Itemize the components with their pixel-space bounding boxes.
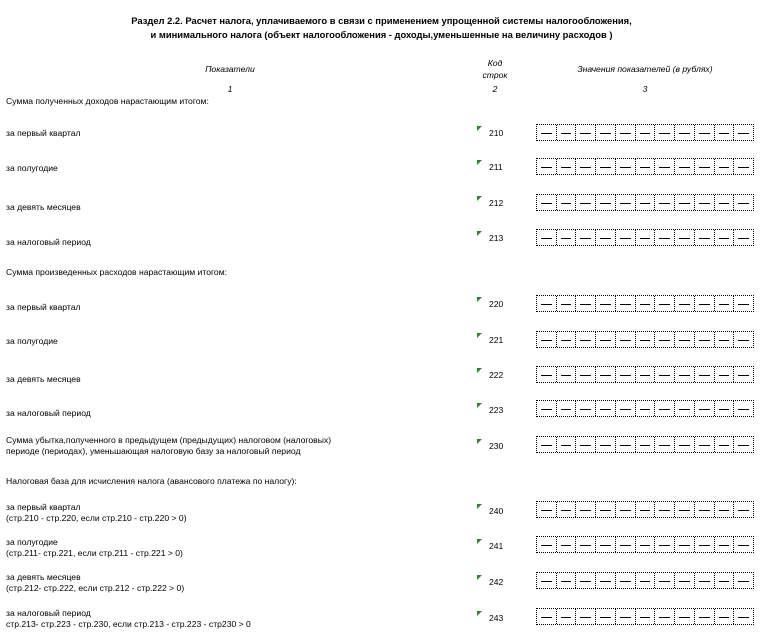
digit-cell [655,296,675,311]
digit-cell [655,502,675,517]
digit-cell [715,502,735,517]
corner-marker-icon [477,439,482,444]
digit-cell [655,332,675,347]
digit-cell [715,125,735,140]
row-sublabel-243: стр.213- стр.223 - стр.230, если стр.213 - стр.223 - стр230 > 0 [6,619,251,629]
digit-cell [537,125,557,140]
digit-cell [715,332,735,347]
digit-cell [616,502,636,517]
digit-cell [596,332,616,347]
digit-cell [557,230,577,245]
row-label-223: за налоговый период [6,408,91,418]
digit-cell [715,296,735,311]
corner-marker-icon [477,160,482,165]
digit-cell [715,230,735,245]
digit-cell [675,159,695,174]
digit-cell [695,332,715,347]
digit-cell [695,437,715,452]
row-sublabel-241: (стр.211- стр.221, если стр.211 - стр.221 > 0) [6,548,183,558]
digit-cell [557,502,577,517]
digit-cell [537,537,557,552]
digit-cell [655,367,675,382]
digit-cell [695,537,715,552]
digit-cell [675,609,695,624]
digit-cell [734,367,753,382]
digit-cell [636,573,656,588]
section-title-line2: и минимального налога (объект налогообложения - доходы,уменьшенные на величину расходов ) [150,29,613,40]
digit-cell [576,332,596,347]
digit-cell [675,437,695,452]
digit-cell [576,609,596,624]
digit-cell [576,125,596,140]
digit-cell [675,502,695,517]
corner-marker-icon [477,368,482,373]
digit-cell [596,195,616,210]
digit-cell [576,502,596,517]
row-code-212: 212 [489,198,504,208]
corner-marker-icon [477,231,482,236]
header-num-3: 3 [642,84,648,94]
digit-cell [675,296,695,311]
value-field-230[interactable] [536,436,754,453]
digit-cell [675,125,695,140]
digit-cell [715,573,735,588]
row-code-220: 220 [489,299,504,309]
digit-cell [537,159,557,174]
row-code-222: 222 [489,370,504,380]
digit-cell [616,573,636,588]
digit-cell [537,367,557,382]
digit-cell [715,195,735,210]
digit-cell [636,159,656,174]
section-title-line1: Раздел 2.2. Расчет налога, уплачиваемого в связи с применением упрощенной системы налогообложения, [131,15,632,26]
row-label-230: Сумма убытка,полученного в предыдущем (предыдущих) налоговом (налоговых) [6,435,332,445]
digit-cell [596,437,616,452]
digit-cell [734,125,753,140]
digit-cell [734,230,753,245]
digit-cell [557,401,577,416]
digit-cell [557,195,577,210]
corner-marker-icon [477,126,482,131]
row-code-213: 213 [489,233,504,243]
digit-cell [695,125,715,140]
digit-cell [655,195,675,210]
digit-cell [715,367,735,382]
digit-cell [636,125,656,140]
value-field-213[interactable] [536,229,754,246]
digit-cell [655,437,675,452]
digit-cell [616,159,636,174]
digit-cell [616,437,636,452]
value-field-242[interactable] [536,572,754,589]
row-code-230: 230 [489,441,504,451]
digit-cell [655,573,675,588]
digit-cell [576,367,596,382]
value-field-211[interactable] [536,158,754,175]
digit-cell [734,609,753,624]
digit-cell [616,609,636,624]
row-label-220: за первый квартал [6,302,81,312]
digit-cell [734,437,753,452]
digit-cell [734,159,753,174]
digit-cell [576,296,596,311]
digit-cell [715,437,735,452]
row-code-240: 240 [489,506,504,516]
value-field-243[interactable] [536,608,754,625]
corner-marker-icon [477,539,482,544]
corner-marker-icon [477,333,482,338]
digit-cell [636,437,656,452]
value-field-223[interactable] [536,400,754,417]
digit-cell [695,230,715,245]
row-label-221: за полугодие [6,336,58,346]
header-num-2: 2 [492,84,498,94]
digit-cell [616,296,636,311]
row-code-210: 210 [489,128,504,138]
digit-cell [537,230,557,245]
section-expense-label: Сумма произведенных расходов нарастающим итогом: [6,267,227,277]
digit-cell [655,125,675,140]
digit-cell [675,367,695,382]
corner-marker-icon [477,403,482,408]
digit-cell [655,609,675,624]
digit-cell [695,367,715,382]
row-code-211: 211 [489,162,503,172]
corner-marker-icon [477,196,482,201]
corner-marker-icon [477,575,482,580]
value-field-240[interactable] [536,501,754,518]
digit-cell [695,401,715,416]
value-field-220[interactable] [536,295,754,312]
digit-cell [596,537,616,552]
digit-cell [596,573,616,588]
row-code-223: 223 [489,405,504,415]
value-field-210[interactable] [536,124,754,141]
digit-cell [576,573,596,588]
header-code-line1: Код [487,58,503,68]
header-indicators: Показатели [205,64,255,74]
corner-marker-icon [477,611,482,616]
digit-cell [715,537,735,552]
digit-cell [655,401,675,416]
digit-cell [675,230,695,245]
digit-cell [734,195,753,210]
digit-cell [715,609,735,624]
value-field-241[interactable] [536,536,754,553]
digit-cell [616,401,636,416]
digit-cell [616,125,636,140]
digit-cell [576,195,596,210]
digit-cell [655,537,675,552]
corner-marker-icon [477,504,482,509]
digit-cell [557,537,577,552]
digit-cell [616,332,636,347]
digit-cell [734,502,753,517]
digit-cell [576,401,596,416]
section-base-label: Налоговая база для исчисления налога (авансового платежа по налогу): [6,476,297,486]
row-code-221: 221 [489,335,504,345]
digit-cell [636,367,656,382]
digit-cell [675,537,695,552]
digit-cell [695,502,715,517]
row-label-243: за налоговый период [6,608,91,618]
row-label-240: за первый квартал [6,502,81,512]
row-label-241: за полугодие [6,537,58,547]
digit-cell [636,230,656,245]
digit-cell [596,159,616,174]
digit-cell [636,195,656,210]
value-field-221[interactable] [536,331,754,348]
digit-cell [576,230,596,245]
digit-cell [557,159,577,174]
digit-cell [557,367,577,382]
digit-cell [596,401,616,416]
digit-cell [636,502,656,517]
digit-cell [596,296,616,311]
digit-cell [675,401,695,416]
digit-cell [655,230,675,245]
digit-cell [596,367,616,382]
digit-cell [695,195,715,210]
digit-cell [557,332,577,347]
digit-cell [616,195,636,210]
header-code-line2: строк [482,70,508,80]
digit-cell [537,195,557,210]
digit-cell [537,401,557,416]
row-label-212: за девять месяцев [6,202,81,212]
digit-cell [557,573,577,588]
digit-cell [636,609,656,624]
digit-cell [537,296,557,311]
digit-cell [596,609,616,624]
value-field-212[interactable] [536,194,754,211]
digit-cell [636,537,656,552]
digit-cell [675,332,695,347]
row-code-243: 243 [489,613,504,623]
digit-cell [596,125,616,140]
row-label-242: за девять месяцев [6,572,81,582]
digit-cell [537,437,557,452]
row-code-241: 241 [489,541,504,551]
digit-cell [616,537,636,552]
digit-cell [537,573,557,588]
row-label-213: за налоговый период [6,237,91,247]
section-income-label: Сумма полученных доходов нарастающим итогом: [6,96,209,106]
digit-cell [715,159,735,174]
digit-cell [655,159,675,174]
digit-cell [616,367,636,382]
row-sublabel-240: (стр.210 - стр.220, если стр.210 - стр.220 > 0) [6,513,187,523]
digit-cell [616,230,636,245]
digit-cell [695,573,715,588]
digit-cell [734,296,753,311]
value-field-222[interactable] [536,366,754,383]
digit-cell [675,573,695,588]
digit-cell [715,401,735,416]
row-label-211: за полугодие [6,163,58,173]
digit-cell [695,296,715,311]
digit-cell [734,332,753,347]
digit-cell [636,332,656,347]
digit-cell [596,230,616,245]
digit-cell [636,296,656,311]
row-label-222: за девять месяцев [6,374,81,384]
digit-cell [557,437,577,452]
digit-cell [734,537,753,552]
digit-cell [557,125,577,140]
digit-cell [557,609,577,624]
digit-cell [537,502,557,517]
digit-cell [576,537,596,552]
digit-cell [675,195,695,210]
row-sublabel-242: (стр.212- стр.222, если стр.212 - стр.222 > 0) [6,583,185,593]
digit-cell [537,332,557,347]
digit-cell [695,609,715,624]
header-num-1: 1 [227,84,233,94]
digit-cell [576,159,596,174]
digit-cell [596,502,616,517]
row-sublabel-230: периоде (периодах), уменьшающая налоговую базу за налоговый период [6,446,301,456]
header-values: Значения показателей (в рублях) [577,64,713,74]
digit-cell [557,296,577,311]
digit-cell [695,159,715,174]
corner-marker-icon [477,297,482,302]
digit-cell [734,401,753,416]
digit-cell [576,437,596,452]
row-code-242: 242 [489,577,504,587]
digit-cell [734,573,753,588]
digit-cell [636,401,656,416]
row-label-210: за первый квартал [6,128,81,138]
digit-cell [537,609,557,624]
